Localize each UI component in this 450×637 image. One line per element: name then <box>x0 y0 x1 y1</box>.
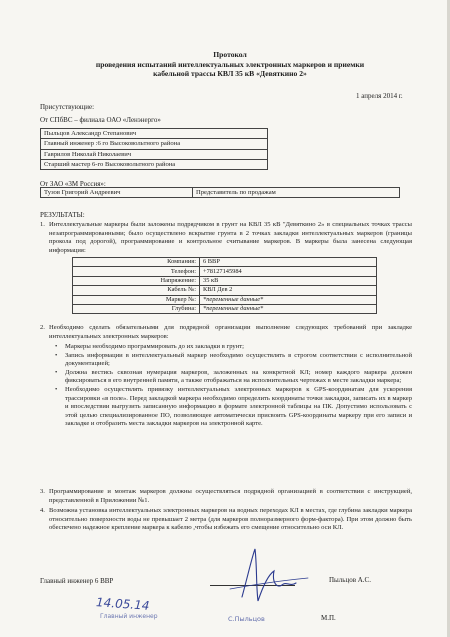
paragraph-3 <box>40 488 412 505</box>
table-row: Телефон: +78127145984 <box>73 267 377 276</box>
paragraph-text: Интеллектуальные маркеры были заложены подрядчиком в грунт на КВЛ 35 кВ "Девяткино 2» в специальных точках трассы незапрограммированными; было осуществлено вскрытие грунта в 2 точках закладки интеллектуальных маркеров (границы прокола под дорогой), программирование и контрольное считывание маркеров. В маркеры была занесена следующая информация: <box>49 221 412 254</box>
list-item: • Необходимо осуществлять привязку интеллектуальных электронных маркеров к GPS-координатам для ускорения трассировки «в поле». Перед закладкой маркера необходимо определить координаты точки закладки, записать их в маркер и впоследствии выгрузить записанную информацию в формате электронной таблицы на ПК. Допустимо использовать с этой целью специализированное ПО, позволяющее автоматически присвоить GPS-координаты маркеру при его записи и закладке и отобразить места закладки маркеров на электронной карте. <box>55 386 412 429</box>
requirements-list <box>55 343 412 429</box>
organization-2: От ЗАО «3М Россия»: <box>40 180 106 188</box>
handwritten-date: 14.05.14 <box>95 595 150 613</box>
attendee-row: Главный инженер :6 го Высоковольтного района <box>41 139 268 149</box>
attendee-role: Представитель по продажам <box>193 188 400 198</box>
title-line-2: проведения испытаний интеллектуальных электронных маркеров и приемки <box>95 59 365 69</box>
paragraph-2 <box>40 324 412 341</box>
stamp-title: Главный инженер <box>100 613 158 620</box>
table-row: Маркер №: *переменные данные* <box>73 295 377 304</box>
paragraph-number: 2. <box>40 324 45 331</box>
signatory-title: Главный инженер 6 ВВР <box>40 577 114 585</box>
paragraph-4 <box>40 507 412 533</box>
paragraph-number: 3. <box>40 488 45 495</box>
title-line-1: Протокол <box>213 50 247 59</box>
signatory-name: Пыльцов А.С. <box>329 576 371 584</box>
attendee-name: Тузов Григорий Андреевич <box>41 188 193 198</box>
results-heading: РЕЗУЛЬТАТЫ: <box>40 211 85 219</box>
paragraph-number: 1. <box>40 221 45 228</box>
document-title <box>40 50 420 79</box>
paragraph-text: Возможна установка интеллектуальных электронных маркеров на водных переходах КЛ в местах, где глубина закладки маркера относительно поверхности воды не превышает 2 метра (для маркеров полноразмерного форм-фактора). При этом должно быть обеспечено надежное крепление маркера к кабелю ,чтобы избежать его смещение относительно оси КЛ. <box>49 507 412 532</box>
attendee-row: Пыльцов Александр Степанович <box>41 129 268 139</box>
paragraph-number: 4. <box>40 507 45 514</box>
marker-info-table <box>72 257 377 314</box>
handwritten-signature <box>222 545 312 605</box>
attendees-table-2 <box>40 187 400 198</box>
table-row: Глубина: *переменные данные* <box>73 304 377 313</box>
list-item: • Должна вестись сквозная нумерация маркеров, заложенных на конкретной КЛ; номер каждого маркера должен фиксироваться в его внутренней памяти, а также отображаться на исполнительных чертежах в месте закладки маркера; <box>55 369 412 386</box>
attendee-row: Гаврилов Николай Николаевич <box>41 149 268 159</box>
attendee-row: Старший мастер 6-го Высоковольтного района <box>41 159 268 169</box>
paragraph-text: Программирование и монтаж маркеров должны осуществляться подрядной организацией в соответствии с инструкцией, представленной в Приложении №1. <box>49 488 412 504</box>
table-row: Кабель №: КВЛ Дев 2 <box>73 286 377 295</box>
list-item: • Запись информации в интеллектуальный маркер необходимо осуществлять в строгом соответствии с исполнительной документацией; <box>55 352 412 369</box>
present-label: Присутствующие: <box>40 103 95 111</box>
paragraph-text: Необходимо сделать обязательными для подрядной организации выполнение следующих требований при закладке интеллектуальных электронных маркеров: <box>49 324 412 340</box>
title-line-3: кабельной трассы КВЛ 35 кВ «Девяткино 2» <box>153 69 307 78</box>
organization-1: От СПбВС – филиала ОАО «Ленэнерго» <box>40 116 161 124</box>
stamp-name: С.Пыльцов <box>228 615 265 623</box>
attendees-table-1 <box>40 128 268 170</box>
list-item: • Маркеры необходимо программировать до их закладки в грунт; <box>55 343 412 352</box>
table-row: Напряжение: 35 кВ <box>73 276 377 285</box>
table-row: Компания: 6 ВВР <box>73 258 377 267</box>
paragraph-1 <box>40 221 412 255</box>
seal-placeholder: М.П. <box>321 614 336 622</box>
protocol-date: 1 апреля 2014 г. <box>356 92 403 100</box>
